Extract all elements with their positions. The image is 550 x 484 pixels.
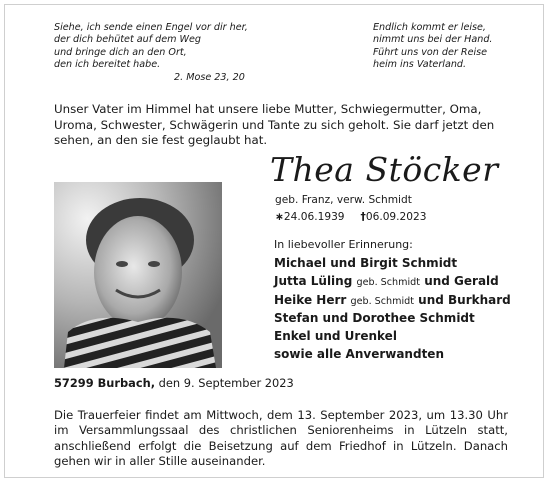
bible-verse bbox=[54, 22, 284, 84]
poem-line: nimmt uns bei der Hand. bbox=[373, 34, 493, 46]
death-date: 06.09.2023 bbox=[365, 211, 427, 223]
verse-line: der dich behütet auf dem Weg bbox=[54, 34, 202, 46]
mourner-line: Jutta Lüling geb. Schmidt und Gerald bbox=[274, 273, 499, 288]
birth-date: 24.06.1939 bbox=[283, 211, 345, 223]
place-city: 57299 Burbach, bbox=[54, 376, 156, 390]
memory-intro: In liebevoller Erinnerung: bbox=[274, 238, 413, 251]
deceased-name: Thea Stöcker bbox=[270, 150, 499, 189]
place-date: den 9. September 2023 bbox=[158, 376, 294, 390]
poem-verse bbox=[373, 22, 523, 72]
intro-text: Unser Vater im Himmel hat unsere liebe Mutter, Schwiegermutter, Oma, Uroma, Schwester, Schwägerin und Tante zu sich geholt. Sie darf jetzt den sehen, an den sie fest geglaubt hat. bbox=[54, 102, 495, 148]
poem-line: Endlich kommt er leise, bbox=[373, 22, 486, 33]
mourner-line: Heike Herr geb. Schmidt und Burkhard bbox=[274, 292, 511, 307]
portrait-photo bbox=[54, 182, 222, 368]
birth-star-icon: ∗ bbox=[275, 211, 284, 223]
funeral-info: Die Trauerfeier findet am Mittwoch, dem 13. September 2023, um 13.30 Uhr im Versammlungssaal des christlichen Seniorenheims in Lützeln statt, anschließend erfolgt die Beisetzung auf dem Friedhof in Lützeln. Danach gehen wir in aller Stille auseinander. bbox=[54, 408, 508, 469]
verse-line: und bringe dich an den Ort, bbox=[54, 46, 187, 58]
verse-line: Siehe, ich sende einen Engel vor dir her, bbox=[54, 22, 248, 33]
verse-line: den ich bereitet habe. bbox=[54, 59, 161, 71]
poem-line: heim ins Vaterland. bbox=[373, 59, 467, 71]
place-and-date bbox=[54, 376, 294, 390]
portrait-image bbox=[54, 182, 222, 368]
mourner-line: Michael und Birgit Schmidt bbox=[274, 256, 458, 270]
verse-reference: 2. Mose 23, 20 bbox=[174, 71, 245, 83]
birth-name: geb. Franz, verw. Schmidt bbox=[275, 194, 412, 206]
mourner-line: Stefan und Dorothee Schmidt bbox=[274, 311, 475, 326]
mourner-line: Enkel und Urenkel bbox=[274, 329, 397, 344]
mourners-list bbox=[274, 255, 511, 364]
death-cross-icon: † bbox=[360, 211, 366, 223]
mourner-line: sowie alle Anverwandten bbox=[274, 346, 444, 361]
life-dates bbox=[275, 211, 427, 223]
poem-line: Führt uns von der Reise bbox=[373, 46, 488, 58]
